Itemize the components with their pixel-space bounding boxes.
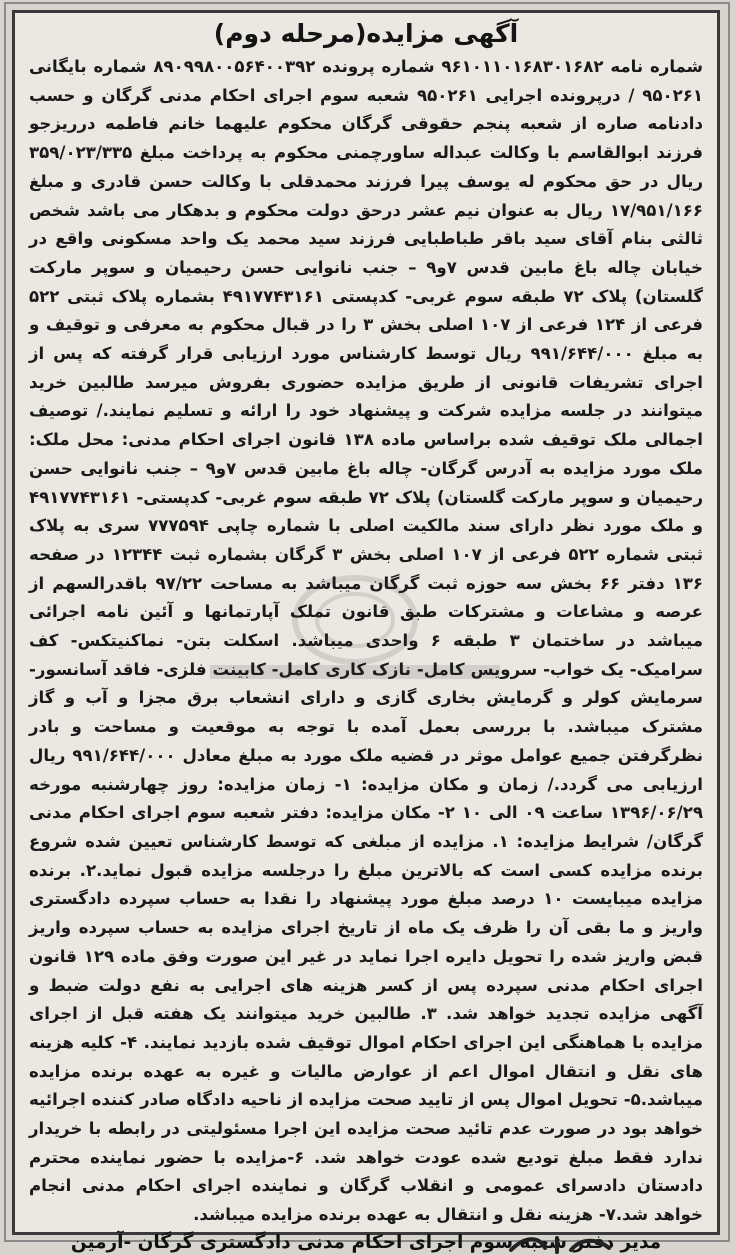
notice-body: شماره نامه ۹۶۱۰۱۱۰۱۶۸۳۰۱۶۸۲ شماره پرونده ۸۹۰۹۹۸۰۰۵۶۴۰۰۳۹۲ شماره بایگانی ۹۵۰۲۶۱ / درپرونده اجرایی ۹۵۰۲۶۱ شعبه سوم اجرای احکام مدنی گرگان و حسب دادنامه صاره از شعبه پنجم حقوقی گرگان محکوم علیهما خانم فاطمه درریزجو فرزند ابوالقاسم با وکالت عبداله ساورچمنی محکوم به پرداخت مبلغ ۳۵۹/۰۲۳/۳۳۵ ریال در حق محکوم له یوسف پیرا فرزند محمدقلی با وکالت حسن قادری و مبلغ ۱۷/۹۵۱/۱۶۶ ریال به عنوان نیم عشر درحق دولت محکوم و بدهکار می باشد شخص ثالثی بنام آقای سید باقر طباطبایی فرزند سید محمد یک واحد مسکونی واقع در خیابان چاله باغ مابین قدس ۷و۹ – جنب نانوایی حسن رحیمیان و سوپر مارکت گلستان) پلاک ۷۲ طبقه سوم غربی- کدپستی ۴۹۱۷۷۴۳۱۶۱ بشماره پلاک ثبتی ۵۲۲ فرعی از ۱۲۴ فرعی از ۱۰۷ اصلی بخش ۳ را در قبال محکوم به معرفی و توقیف و به مبلغ ۹۹۱/۶۴۴/۰۰۰ ریال توسط کارشناس مورد ارزیابی قرار گرفته که پس از اجرای تشریفات قانونی از طریق مزایده حضوری بفروش میرسد طالبین خرید میتوانند در جلسه مزایده شرکت و پیشنهاد خود را ارائه و تسلیم نمایند./ توصیف اجمالی ملک توقیف شده براساس ماده ۱۳۸ قانون اجرای احکام مدنی: محل ملک: ملک مورد مزایده به آدرس گرگان- چاله باغ مابین قدس ۷و۹ – جنب نانوایی حسن رحیمیان و سوپر مارکت گلستان) پلاک ۷۲ طبقه سوم غربی- کدپستی- ۴۹۱۷۷۴۳۱۶۱ و ملک مورد نظر دارای سند مالکیت اصلی با شماره چاپی ۷۷۷۵۹۴ سری به پلاک ثبتی شماره ۵۲۲ فرعی از ۱۰۷ اصلی بخش ۳ گرگان بشماره ثبت ۱۲۳۴۴ در صفحه ۱۳۶ دفتر ۶۶ بخش سه حوزه ثبت گرگان میباشد به مساحت ۹۷/۲۲ باقدرالسهم از عرصه و مشاعات و مشترکات طبق قانون تملک آپارتمانها و آئین نامه اجرائی میباشد در ساختمان ۳ طبقه ۶ واحدی میباشد. اسکلت بتن- نماکنیتکس- کف سرامیک- یک خواب- سرویس کامل- نازک کاری کامل- کابینت فلزی- فاقد آسانسور- سرمایش کولر و گرمایش بخاری گازی و دارای انشعاب برق مجزا و آب و گاز مشترک میباشد. با بررسی بعمل آمده با توجه به موقعیت و مساحت و بادر نظرگرفتن جمیع عوامل موثر در قضیه ملک مورد به مبلغ معادل ۹۹۱/۶۴۴/۰۰۰ ریال ارزیابی می گردد./ زمان و مکان مزایده: ۱- زمان مزایده: روز چهارشنبه مورخه ۱۳۹۶/۰۶/۲۹ ساعت ۰۹ الی ۱۰ ۲- مکان مزایده: دفتر شعبه سوم اجرای احکام مدنی گرگان/ شرایط مزایده: ۱. مزایده از مبلغی که توسط کارشناس تعیین شده شروع برنده مزایده کسی است که بالاترین مبلغ را درجلسه مزایده قبول نماید.۲. برنده مزایده میبایست ۱۰ درصد مبلغ مورد پیشنهاد را نقدا به حساب سپرده دادگستری واریز و ما بقی آن را ظرف یک ماه از تاریخ اجرای مزایده به حساب سپرده واریز قبض واریز شده را تحویل دایره اجرا نماید در غیر این صورت وفق ماده ۱۲۹ قانون اجرای احکام مدنی سپرده پس از کسر هزینه های اجرایی به نفع دولت ضبط و آگهی مزایده تجدید خواهد شد. ۳. طالبین خرید میتوانند یک هفته قبل از اجرای مزایده با هماهنگی این اجرای احکام اموال توقیف شده بازدید نمایند. ۴- کلیه هزینه های نقل و انتقال اموال اعم از عوارض مالیات و غیره به عهده برنده مزایده میباشد.۵- تحویل اموال پس از تایید صحت مزایده از ناحیه دادگاه صادر کننده اجرائیه خواهد بود در صورت عدم تائید صحت مزایده این اجرا مسئولیتی در رابطه با خریدار ندارد فقط مبلغ تودیع شده عودت خواهد شد. ۶-مزایده با حضور نماینده محترم دادستان دادسرای عمومی و انقلاب گرگان و نماینده اجرای احکام مدنی انجام خواهد شد.۷- هزینه نقل و انتقال به عهده برنده مزایده میباشد. bbox=[29, 57, 704, 1225]
notice-signature: مدیر دفتر شعبه سوم اجرای احکام مدنی دادگستری گرگان -آرمین bbox=[70, 1231, 662, 1253]
handwritten-mark-icon bbox=[505, 1232, 625, 1254]
notice-page bbox=[12, 10, 720, 1253]
notice-title: آگهی مزایده(مرحله دوم) bbox=[213, 19, 519, 48]
